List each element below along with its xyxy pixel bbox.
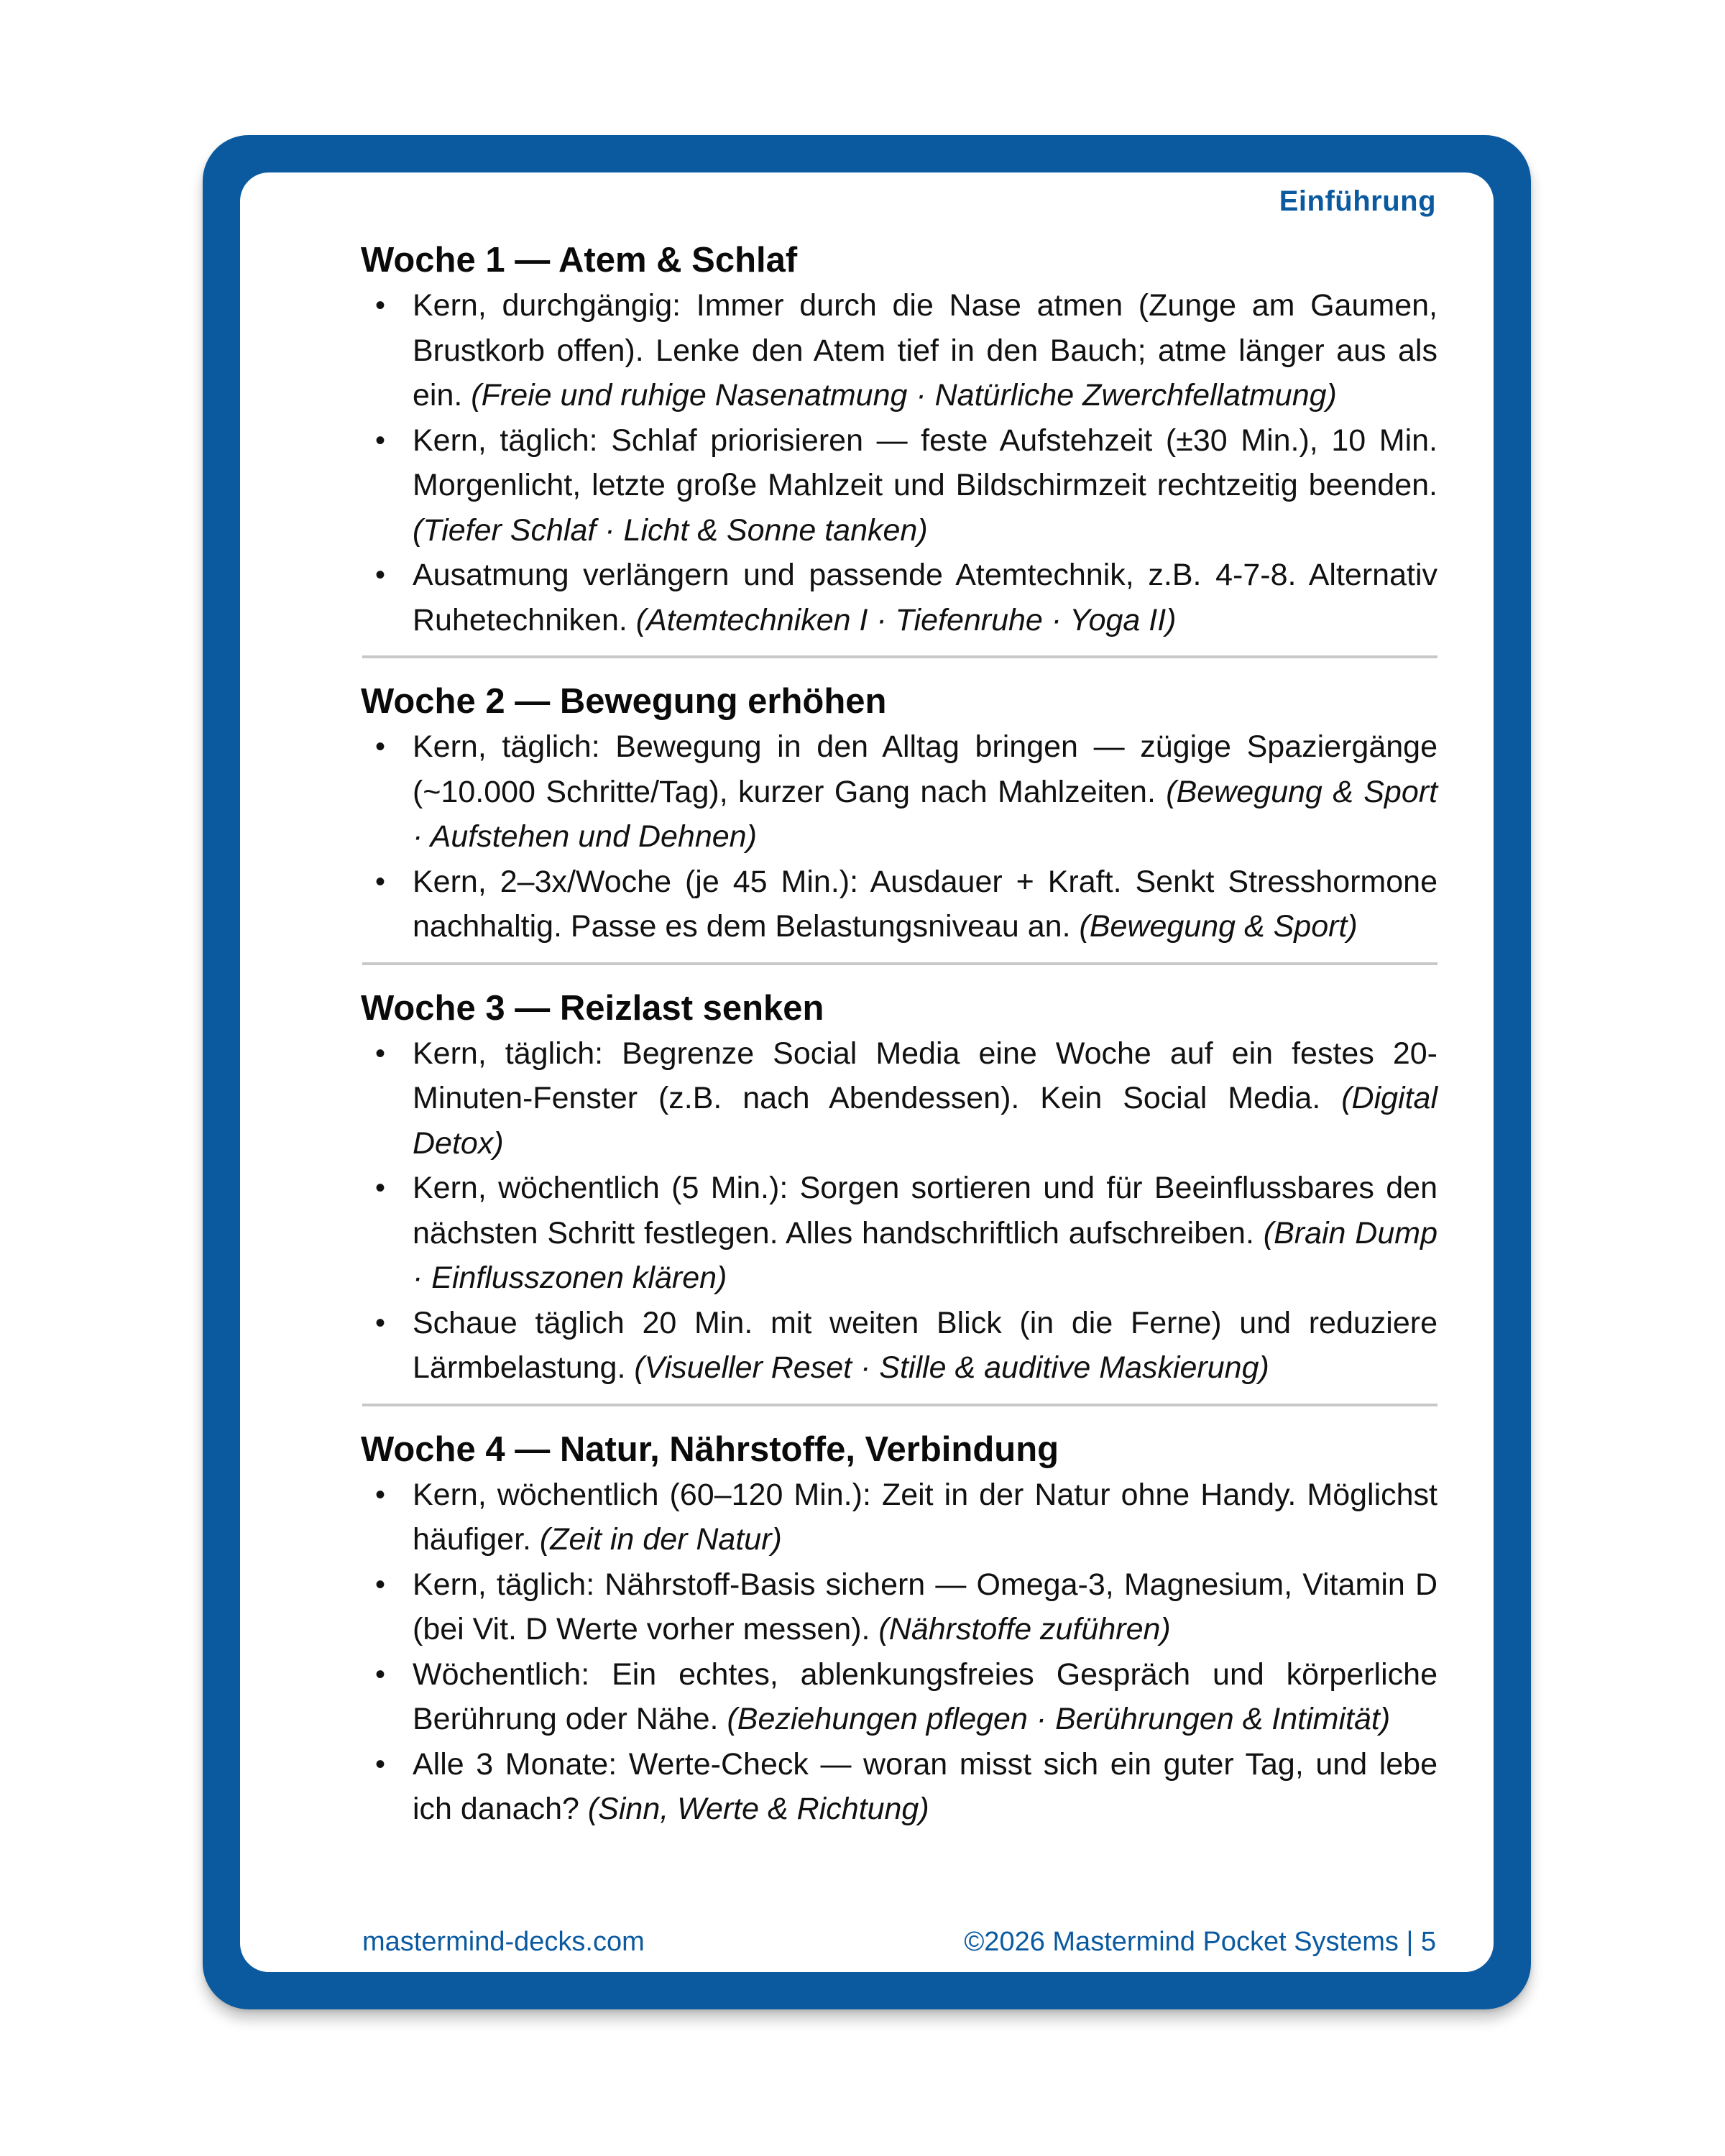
list-item [362,1473,1438,1562]
list-item [362,283,1438,418]
item-text: Kern, täglich: Schlaf priorisieren — feste Aufstehzeit (±30 Min.), 10 Min. Morgenlicht, letzte große Mahlzeit und Bildschirmzeit rechtzeitig beenden. [413,423,1438,502]
item-reference: (Sinn, Werte & Richtung) [587,1792,929,1826]
item-text: Kern, täglich: Nährstoff-Basis sichern — Omega-3, Magnesium, Vitamin D (bei Vit. D Werte vorher messen). [413,1567,1438,1646]
item-reference: (Nährstoffe zuführen) [878,1612,1171,1646]
list-item [362,1562,1438,1652]
week-3-list [362,1031,1438,1391]
item-reference: (Freie und ruhige Nasenatmung · Natürliche Zwerchfellatmung) [471,378,1337,413]
item-text: Schaue täglich 20 Min. mit weiten Blick (in die Ferne) und reduziere Lärmbelastung. [413,1305,1438,1385]
section-divider [362,655,1438,658]
section-divider [362,962,1438,965]
item-reference: (Bewegung & Sport) [1079,909,1358,944]
list-item [362,553,1438,642]
week-4-list [362,1473,1438,1832]
week-2-section [362,678,1438,949]
card-content [362,237,1438,1832]
list-item [362,1652,1438,1742]
week-3-title: Woche 3 — Reizlast senken [361,988,824,1028]
item-reference: (Beziehungen pflegen · Berührungen & Intimität) [727,1702,1391,1736]
card-frame [203,135,1531,2009]
section-divider [362,1404,1438,1406]
item-text: Kern, 2–3x/Woche (je 45 Min.): Ausdauer + Kraft. Senkt Stresshormone nachhaltig. Passe es dem Belastungsniveau an. [413,864,1438,944]
week-4-section [362,1427,1438,1832]
week-4-title: Woche 4 — Natur, Nährstoffe, Verbindung [361,1429,1059,1469]
card-page [240,172,1494,1972]
list-item [362,1742,1438,1832]
item-reference: (Digital Detox) [413,1081,1438,1161]
list-item [362,1301,1438,1391]
item-text: Kern, täglich: Bewegung in den Alltag bringen — zügige Spaziergänge (~10.000 Schritte/Tag), kurzer Gang nach Mahlzeiten. [413,729,1438,809]
item-text: Kern, wöchentlich (5 Min.): Sorgen sortieren und für Beeinflussbares den nächsten Schritt festlegen. Alles handschriftlich aufschreiben. [413,1171,1438,1250]
section-label: Einführung [1279,185,1436,217]
item-text: Wöchentlich: Ein echtes, ablenkungsfreies Gespräch und körperliche Berührung oder Nähe. [413,1657,1438,1736]
item-text: Ausatmung verlängern und passende Atemtechnik, z.B. 4-7-8. Alternativ Ruhetechniken. [413,558,1438,637]
item-text: Alle 3 Monate: Werte-Check — woran misst sich ein guter Tag, und lebe ich danach? [413,1746,1438,1826]
week-1-title: Woche 1 — Atem & Schlaf [361,241,798,280]
item-reference: (Bewegung & Sport · Aufstehen und Dehnen) [413,774,1438,854]
list-item [362,418,1438,553]
list-item [362,1031,1438,1166]
item-reference: (Visueller Reset · Stille & auditive Maskierung) [634,1350,1269,1385]
item-text: Kern, wöchentlich (60–120 Min.): Zeit in der Natur ohne Handy. Möglichst häufiger. [413,1477,1438,1557]
footer-website: mastermind-decks.com [362,1927,645,1957]
week-2-list [362,724,1438,949]
item-reference: (Atemtechniken I · Tiefenruhe · Yoga II) [635,602,1177,637]
week-3-section [362,985,1438,1391]
week-1-section [362,237,1438,642]
item-text: Kern, durchgängig: Immer durch die Nase atmen (Zunge am Gaumen, Brustkorb offen). Lenke den Atem tief in den Bauch; atme länger aus als ein. [413,288,1438,413]
item-reference: (Brain Dump · Einflusszonen klären) [413,1215,1438,1295]
item-text: Kern, täglich: Begrenze Social Media eine Woche auf ein festes 20-Minuten-Fenster (z.B. nach Abendessen). Kein Social Media. [413,1036,1438,1115]
item-reference: (Tiefer Schlaf · Licht & Sonne tanken) [413,512,928,548]
list-item [362,1166,1438,1301]
list-item [362,860,1438,949]
list-item [362,724,1438,860]
item-reference: (Zeit in der Natur) [539,1522,782,1557]
week-2-title: Woche 2 — Bewegung erhöhen [361,682,887,721]
week-1-list [362,283,1438,642]
footer-copyright: ©2026 Mastermind Pocket Systems | 5 [964,1927,1436,1957]
